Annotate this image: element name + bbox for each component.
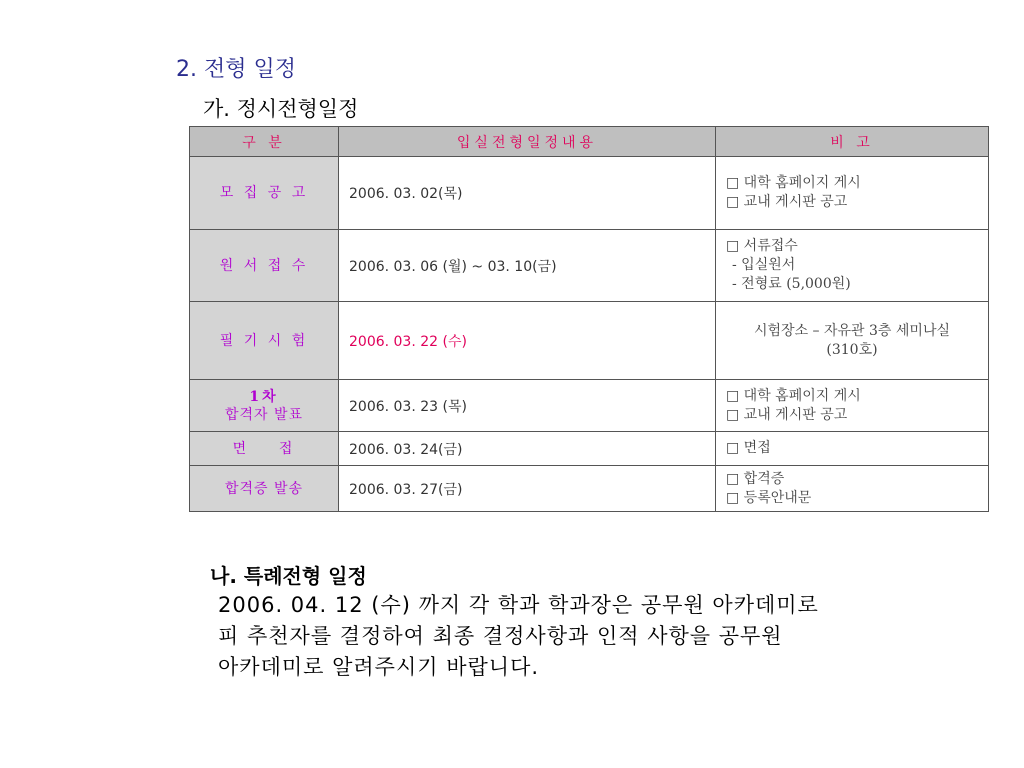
row-notes [716, 466, 989, 512]
special-line: 2006. 04. 12 (수) 까지 각 학과 학과장은 공무원 아카데미로 [218, 593, 819, 617]
note-line: □ 대학 홈페이지 게시 [726, 175, 861, 191]
note-line: □ 교내 게시판 공고 [726, 406, 848, 423]
row-date: 2006. 03. 06 (월) ~ 03. 10(금) [339, 230, 716, 302]
sub-title: 가. 정시전형일정 [203, 97, 359, 121]
note-line: □ 면접 [726, 440, 771, 456]
table-row [190, 302, 989, 380]
table-row [190, 432, 989, 466]
table-row [190, 230, 989, 302]
row-notes [716, 230, 989, 302]
row-date: 2006. 03. 02(목) [339, 157, 716, 230]
note-line: - 전형료 (5,000원) [732, 276, 851, 292]
note-line: □ 서류접수 [726, 238, 798, 254]
row-label-text: 필 기 시 험 [219, 332, 309, 349]
row-label [190, 380, 339, 432]
special-schedule-body [218, 590, 918, 683]
table-row [190, 157, 989, 230]
note-line: □ 합격증 [726, 470, 785, 487]
row-notes [716, 157, 989, 230]
row-notes [716, 432, 989, 466]
schedule-table [189, 126, 989, 512]
row-notes [716, 380, 989, 432]
row-label-text: 원 서 접 수 [219, 257, 309, 274]
special-line: 피 추천자를 결정하여 최종 결정사항과 인적 사항을 공무원 [218, 624, 783, 648]
row-label-text: 면 접 [232, 440, 296, 457]
row-label [190, 157, 339, 230]
header-category: 구 분 [190, 127, 339, 157]
row-date: 2006. 03. 27(금) [339, 466, 716, 512]
special-schedule-title: 나. 특례전형 일정 [210, 564, 367, 588]
row-date: 2006. 03. 22 (수) [339, 302, 716, 380]
note-line: 시험장소 – 자유관 3층 세미나실 [754, 322, 950, 339]
header-schedule: 입실전형일정내용 [339, 127, 716, 157]
note-line: □ 등록안내문 [726, 489, 812, 506]
table-header-row [190, 127, 989, 157]
header-remarks: 비 고 [716, 127, 989, 157]
row-date: 2006. 03. 23 (목) [339, 380, 716, 432]
row-label [190, 432, 339, 466]
special-line: 아카데미로 알려주시기 바랍니다. [218, 655, 540, 679]
note-line: (310호) [826, 341, 878, 358]
row-label-text: 합격자 발표 [224, 406, 304, 423]
row-notes [716, 302, 989, 380]
row-label-text: 모 집 공 고 [219, 185, 309, 201]
row-date: 2006. 03. 24(금) [339, 432, 716, 466]
note-line: - 입실원서 [732, 257, 796, 273]
section-title: 2. 전형 일정 [176, 57, 296, 82]
note-line: □ 대학 홈페이지 게시 [726, 387, 861, 404]
note-line: □ 교내 게시판 공고 [726, 194, 848, 210]
row-label [190, 230, 339, 302]
row-label-text: 합격증 발송 [224, 480, 304, 497]
row-label-text: 1차 [249, 388, 279, 405]
row-label [190, 466, 339, 512]
row-label [190, 302, 339, 380]
table-row [190, 466, 989, 512]
table-row [190, 380, 989, 432]
